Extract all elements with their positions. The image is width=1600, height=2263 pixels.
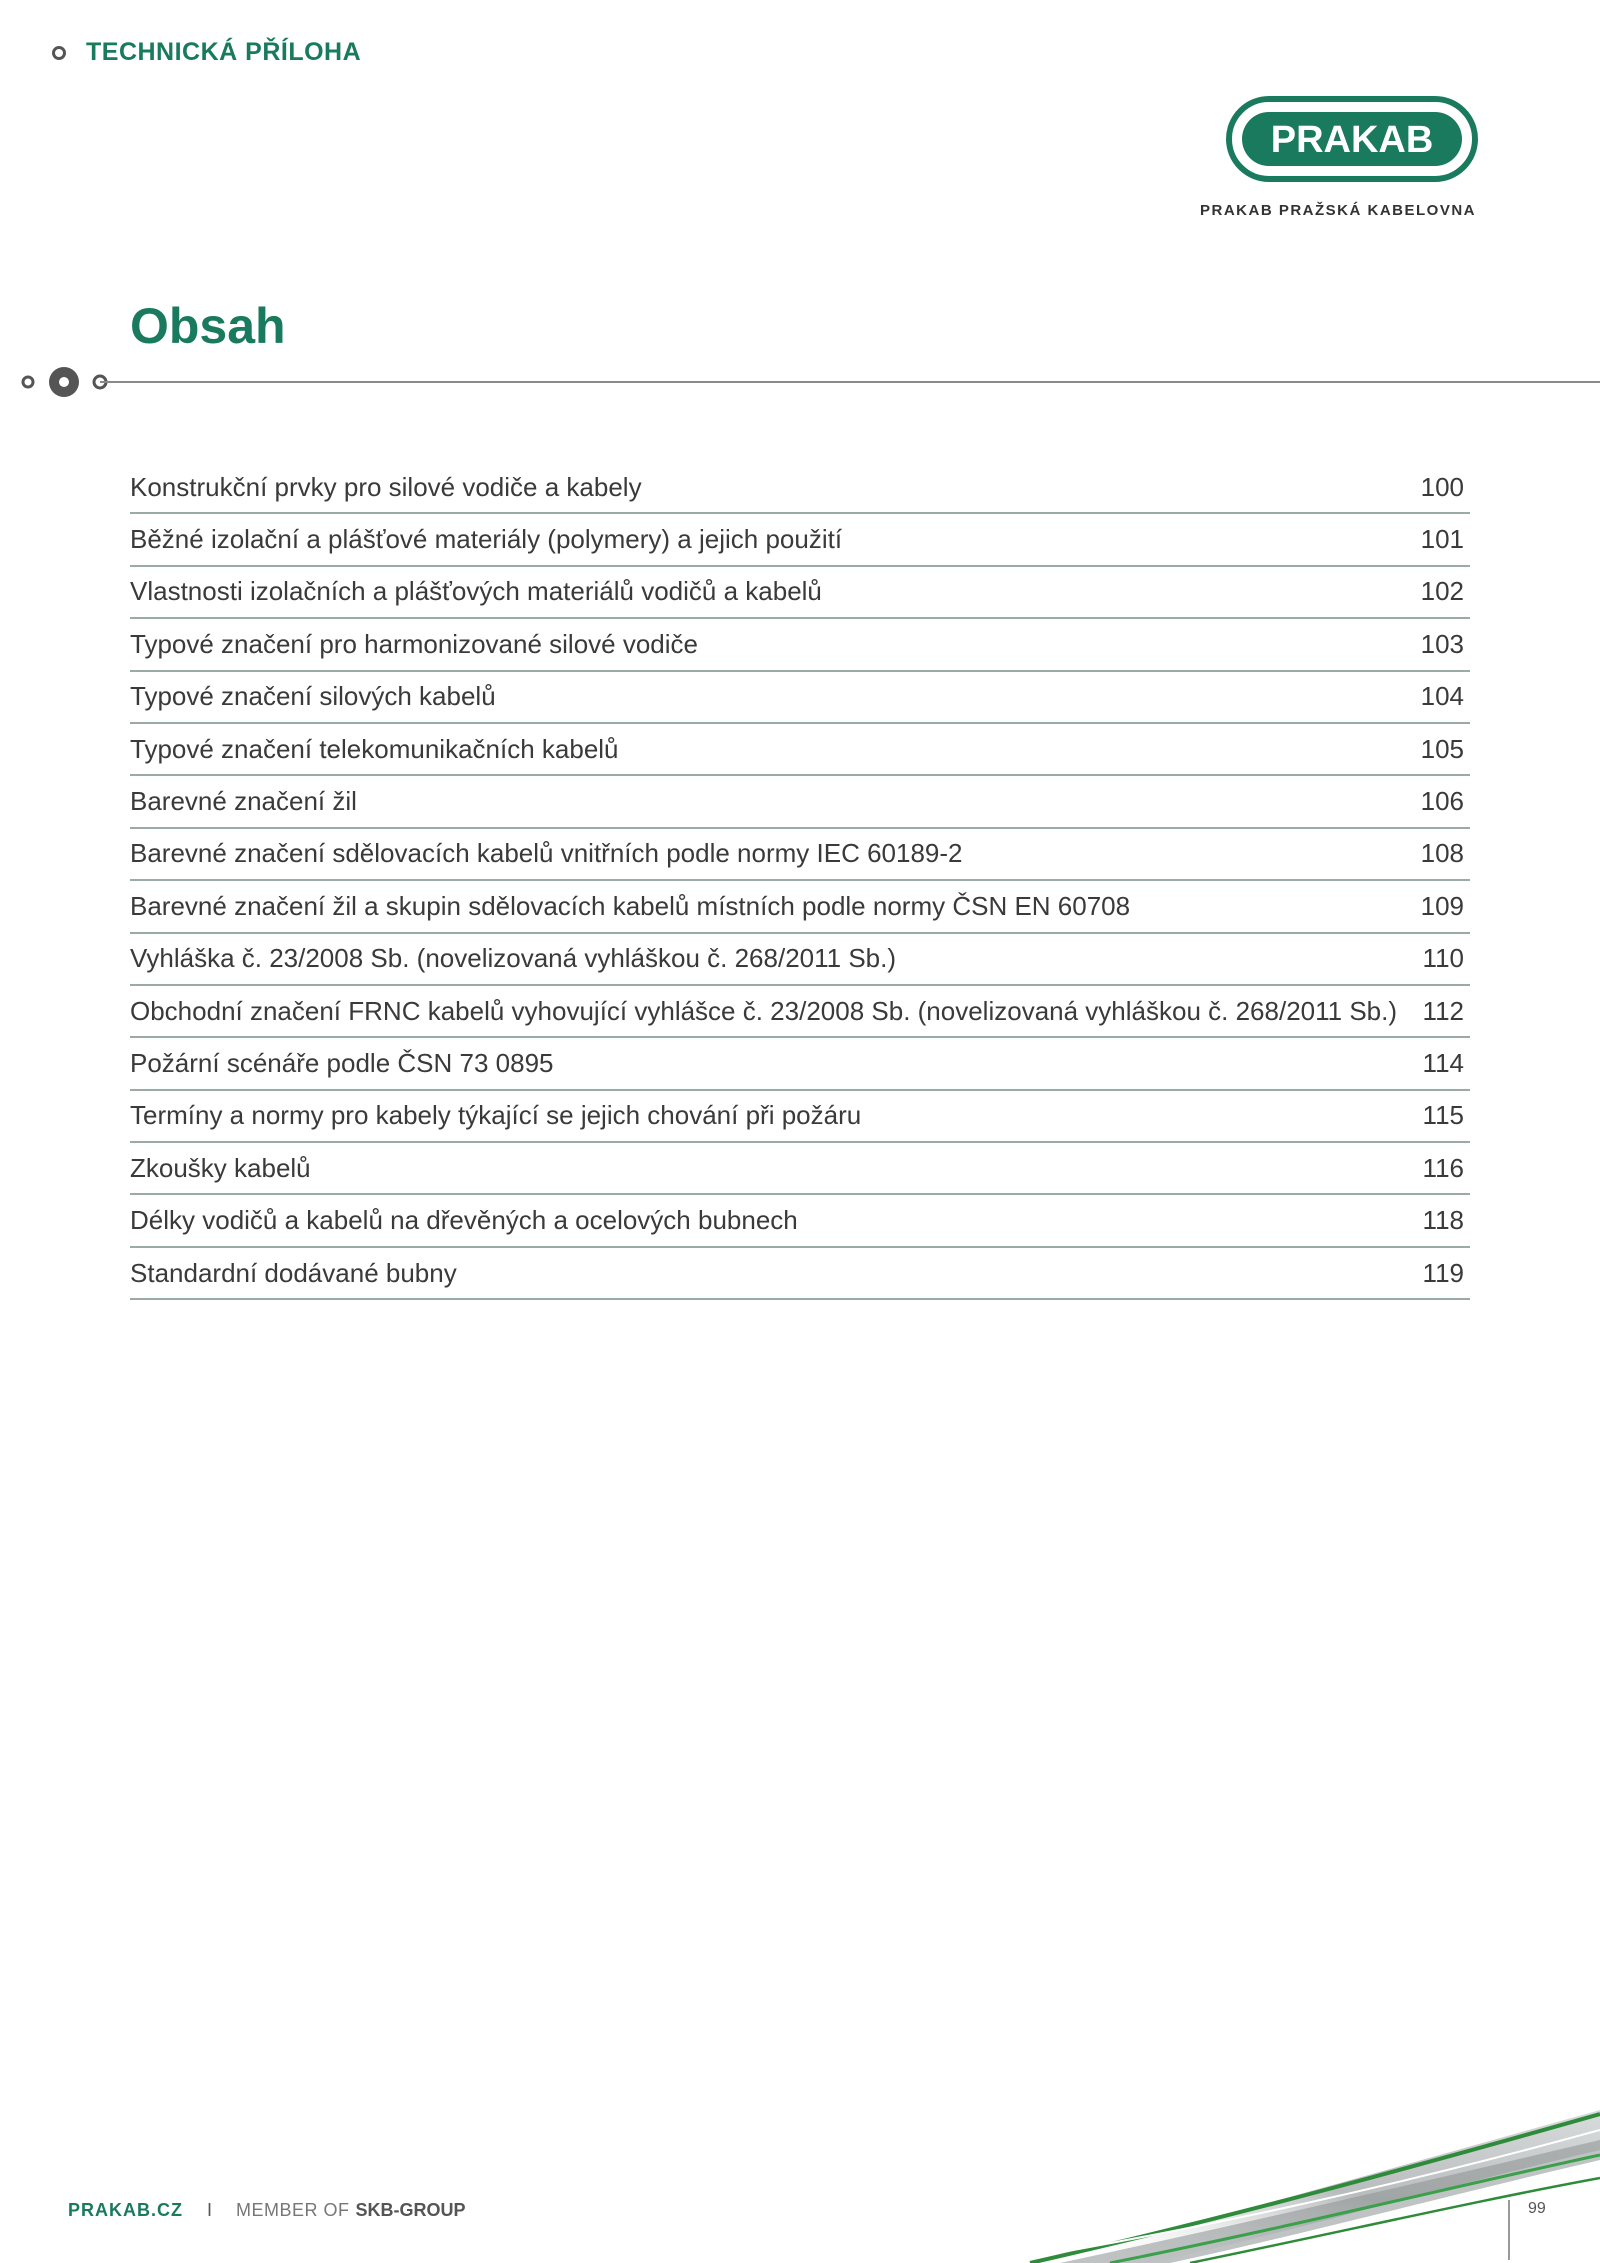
toc-entry-title: Konstrukční prvky pro silové vodiče a kabely	[130, 471, 642, 502]
toc-entry-page: 100	[1420, 471, 1464, 502]
toc-entry-page: 108	[1420, 838, 1464, 869]
bullet-ring-icon	[52, 46, 66, 60]
toc-entry-title: Požární scénáře podle ČSN 73 0895	[130, 1047, 554, 1078]
toc-entry-title: Standardní dodávané bubny	[130, 1257, 457, 1288]
toc-row[interactable]	[130, 1248, 1470, 1300]
toc-row[interactable]	[130, 1038, 1470, 1090]
toc-entry-page: 110	[1422, 943, 1464, 974]
toc-entry-title: Obchodní značení FRNC kabelů vyhovující vyhlášce č. 23/2008 Sb. (novelizovaná vyhláškou č. 268/2011 Sb.)	[130, 995, 1398, 1026]
toc-entry-page: 106	[1420, 786, 1464, 817]
toc-entry-page: 116	[1422, 1152, 1464, 1183]
toc-entry-title: Vyhláška č. 23/2008 Sb. (novelizovaná vyhláškou č. 268/2011 Sb.)	[130, 943, 897, 974]
toc-entry-page: 115	[1422, 1100, 1464, 1131]
toc-entry-page: 112	[1422, 995, 1464, 1026]
toc-row[interactable]	[130, 986, 1470, 1038]
footer-member-group: SKB-GROUP	[355, 2200, 466, 2220]
toc-entry-page: 119	[1422, 1257, 1464, 1288]
page-title: Obsah	[130, 298, 286, 354]
footer	[68, 2200, 466, 2221]
toc-entry-title: Zkoušky kabelů	[130, 1152, 311, 1183]
footer-brand-link[interactable]: PRAKAB.CZ	[68, 2200, 183, 2220]
toc-entry-title: Typové značení silových kabelů	[130, 681, 496, 712]
toc-entry-title: Typové značení pro harmonizované silové vodiče	[130, 628, 698, 659]
table-of-contents	[130, 462, 1470, 1300]
toc-entry-title: Běžné izolační a plášťové materiály (polymery) a jejich použití	[130, 524, 843, 555]
logo-subtitle: PRAKAB PRAŽSKÁ KABELOVNA	[1199, 202, 1476, 219]
toc-row[interactable]	[130, 1143, 1470, 1195]
toc-row[interactable]	[130, 1091, 1470, 1143]
toc-row[interactable]	[130, 1195, 1470, 1247]
toc-row[interactable]	[130, 776, 1470, 828]
toc-row[interactable]	[130, 672, 1470, 724]
toc-row[interactable]	[130, 619, 1470, 671]
page-number: 99	[1508, 2200, 1546, 2260]
toc-entry-page: 101	[1420, 524, 1464, 555]
logo-text: PRAKAB	[1270, 119, 1434, 161]
toc-entry-title: Typové značení telekomunikačních kabelů	[130, 733, 619, 764]
toc-entry-title: Délky vodičů a kabelů na dřevěných a ocelových bubnech	[130, 1205, 798, 1236]
toc-entry-page: 102	[1420, 576, 1464, 607]
toc-entry-page: 104	[1420, 681, 1464, 712]
toc-entry-title: Barevné značení žil a skupin sdělovacích kabelů místních podle normy ČSN EN 60708	[130, 890, 1131, 921]
toc-entry-title: Barevné značení žil	[130, 786, 357, 817]
toc-entry-page: 103	[1420, 628, 1464, 659]
toc-entry-page: 118	[1422, 1205, 1464, 1236]
title-rule	[100, 381, 1600, 383]
section-label-text: TECHNICKÁ PŘÍLOHA	[86, 38, 362, 66]
toc-entry-page: 109	[1420, 890, 1464, 921]
toc-row[interactable]	[130, 829, 1470, 881]
toc-entry-page: 114	[1422, 1047, 1464, 1078]
toc-row[interactable]	[130, 724, 1470, 776]
prakab-logo	[1226, 96, 1478, 182]
toc-entry-title: Termíny a normy pro kabely týkající se jejich chování při požáru	[130, 1100, 862, 1131]
toc-entry-title: Vlastnosti izolačních a plášťových materiálů vodičů a kabelů	[130, 576, 822, 607]
toc-entry-title: Barevné značení sdělovacích kabelů vnitřních podle normy IEC 60189-2	[130, 838, 963, 869]
toc-row[interactable]	[130, 462, 1470, 514]
toc-row[interactable]	[130, 514, 1470, 566]
toc-row[interactable]	[130, 934, 1470, 986]
toc-row[interactable]	[130, 881, 1470, 933]
toc-entry-page: 105	[1420, 733, 1464, 764]
footer-member-prefix: MEMBER OF	[236, 2200, 350, 2220]
section-label	[52, 38, 361, 67]
toc-row[interactable]	[130, 567, 1470, 619]
footer-separator: I	[207, 2200, 213, 2220]
